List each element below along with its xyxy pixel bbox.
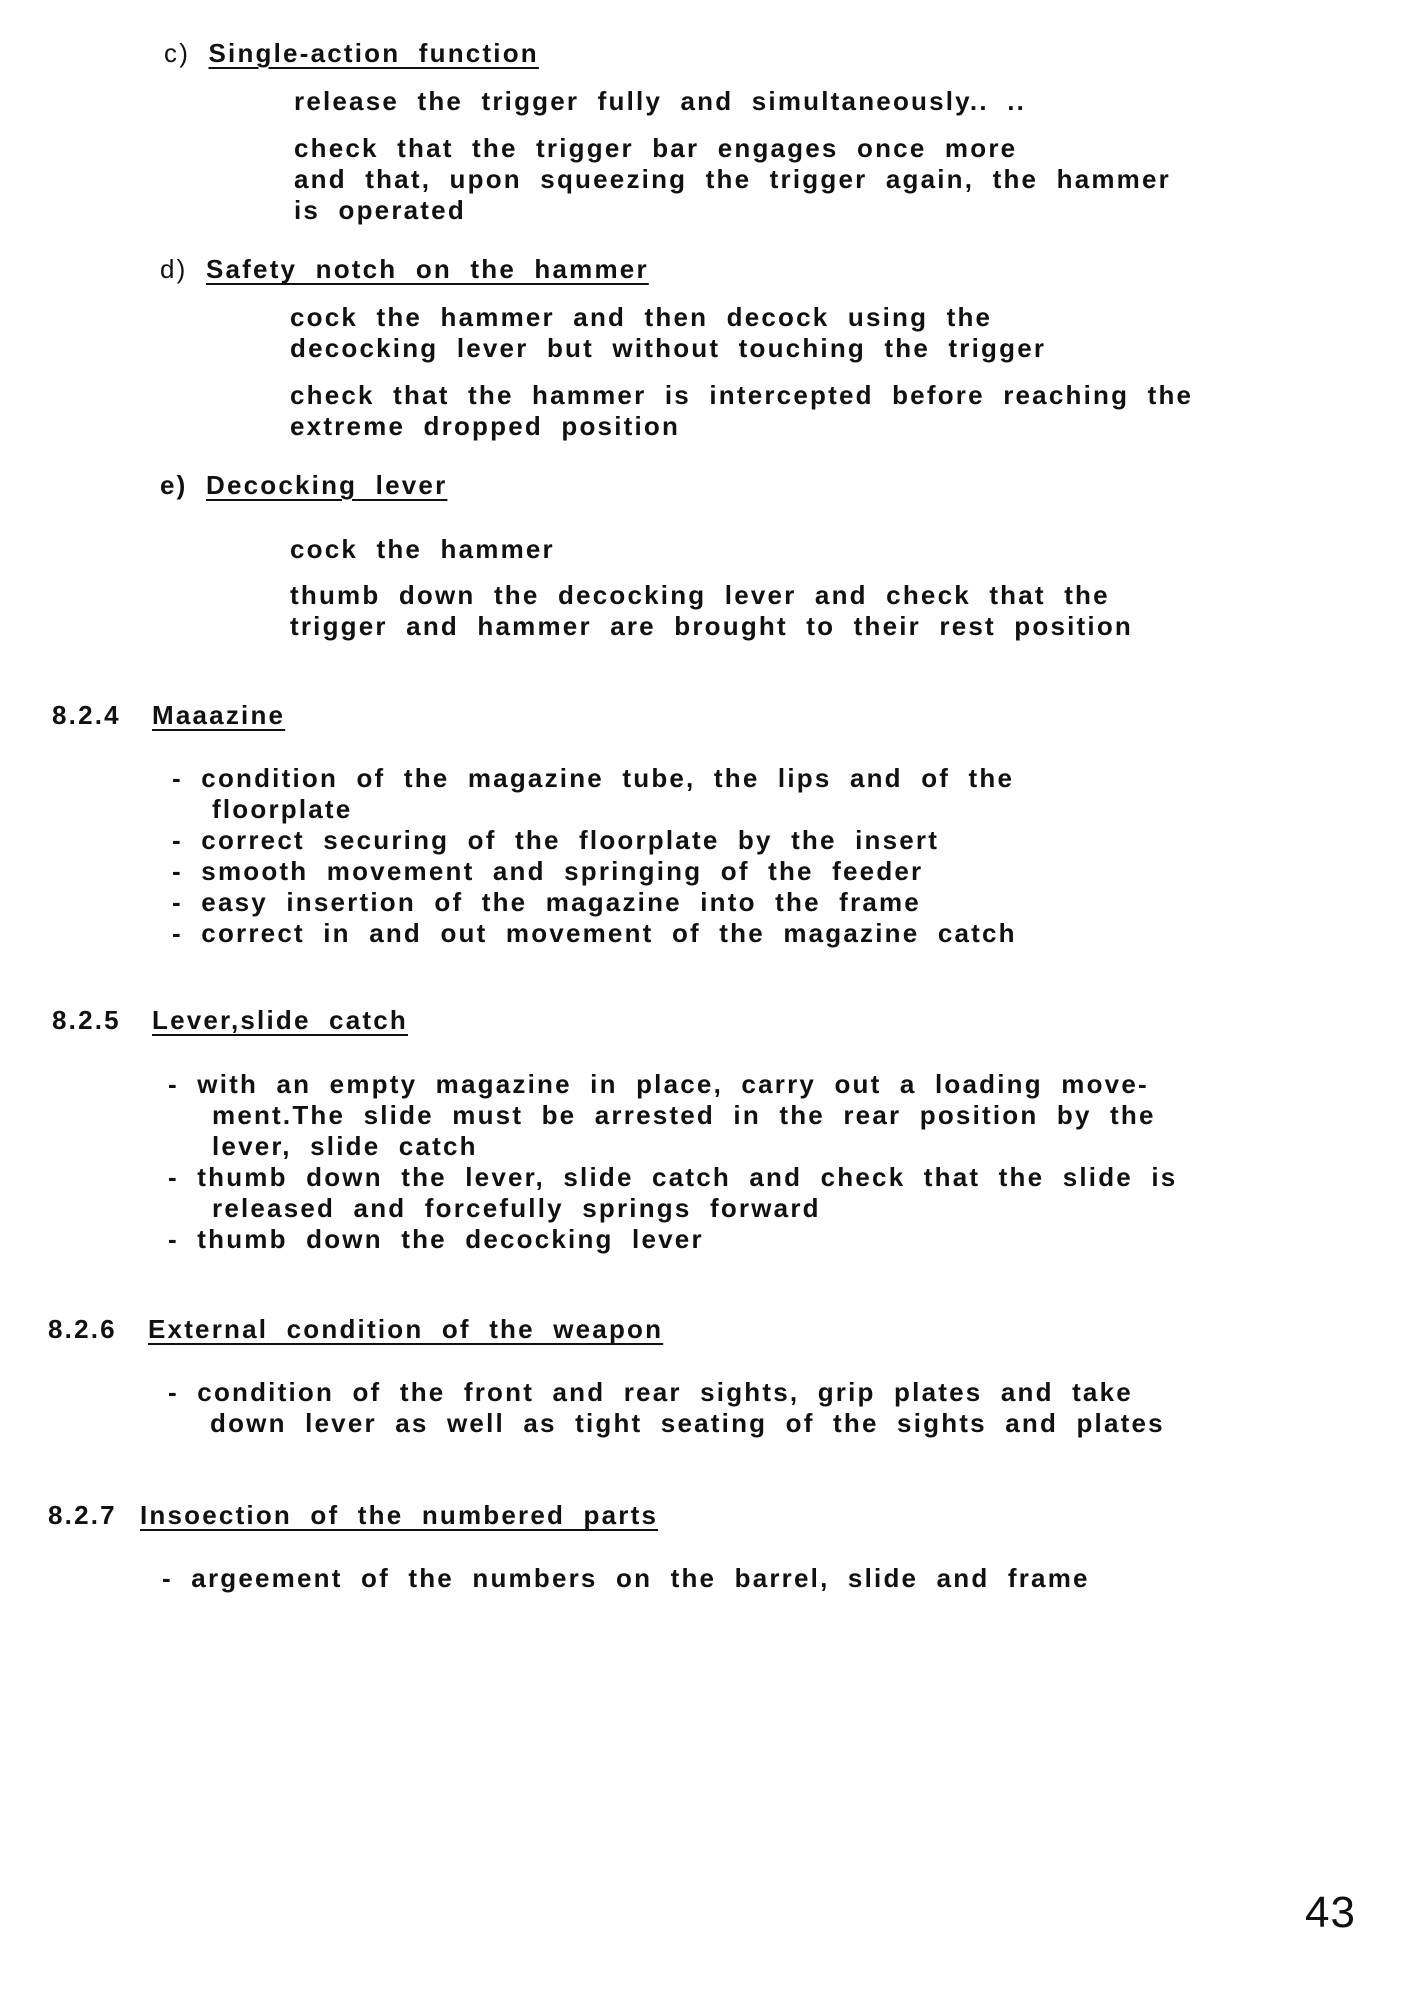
section-d-label: d)	[160, 254, 188, 284]
section-827-item-1: - argeement of the numbers on the barrel, slide and frame	[162, 1563, 1090, 1593]
section-c-heading	[164, 38, 539, 69]
section-d-title: Safety notch on the hammer	[205, 254, 649, 284]
section-826-item-1: - condition of the front and rear sights, grip plates and take	[168, 1377, 1133, 1407]
section-825-number: 8.2.5	[52, 1005, 121, 1035]
section-824-item-5: - correct in and out movement of the magazine catch	[172, 918, 1017, 948]
section-d-line-2: decocking lever but without touching the trigger	[290, 333, 1047, 363]
section-c-label: c)	[164, 38, 191, 68]
section-c-line-2: check that the trigger bar engages once more	[294, 133, 1018, 163]
section-826-heading	[48, 1314, 663, 1345]
section-c-title: Single-action function	[208, 38, 539, 68]
section-824-number: 8.2.4	[52, 700, 121, 730]
section-d-line-4: extreme dropped position	[290, 411, 681, 441]
section-825-heading	[52, 1005, 408, 1036]
section-825-item-2: - thumb down the lever, slide catch and check that the slide is	[168, 1162, 1178, 1192]
section-824-title: Maaazine	[152, 700, 286, 730]
section-e-label: e)	[160, 470, 188, 500]
section-826-number: 8.2.6	[48, 1314, 117, 1344]
section-824-item-4: - easy insertion of the magazine into the frame	[172, 887, 921, 917]
section-d-line-3: check that the hammer is intercepted before reaching the	[290, 380, 1194, 410]
section-825-item-2-cont: released and forcefully springs forward	[212, 1193, 821, 1223]
section-825-item-1-cont-2: lever, slide catch	[212, 1131, 478, 1161]
section-826-item-1-cont: down lever as well as tight seating of the sights and plates	[210, 1408, 1165, 1438]
section-c-line-1: release the trigger fully and simultaneously.. ..	[294, 86, 1027, 116]
section-e-line-3: trigger and hammer are brought to their rest position	[290, 611, 1134, 641]
section-824-item-1-cont: floorplate	[212, 794, 353, 824]
section-d-line-1: cock the hammer and then decock using the	[290, 302, 993, 332]
section-e-line-2: thumb down the decocking lever and check that the	[290, 580, 1110, 610]
section-825-title: Lever,slide catch	[152, 1005, 408, 1035]
section-827-number: 8.2.7	[48, 1500, 117, 1530]
section-d-heading	[160, 254, 649, 285]
section-827-title: Insoection of the numbered parts	[140, 1500, 659, 1530]
section-c-line-3: and that, upon squeezing the trigger again, the hammer	[294, 164, 1171, 194]
section-826-title: External condition of the weapon	[148, 1314, 664, 1344]
section-e-heading	[160, 470, 447, 501]
section-824-item-1: - condition of the magazine tube, the lips and of the	[172, 763, 1015, 793]
section-824-item-3: - smooth movement and springing of the feeder	[172, 856, 924, 886]
section-825-item-1: - with an empty magazine in place, carry out a loading move-	[168, 1069, 1149, 1099]
section-827-heading	[48, 1500, 658, 1531]
section-824-item-2: - correct securing of the floorplate by the insert	[172, 825, 940, 855]
section-825-item-3: - thumb down the decocking lever	[168, 1224, 704, 1254]
section-e-line-1: cock the hammer	[290, 534, 555, 564]
page-number: 43	[1305, 1888, 1356, 1937]
section-825-item-1-cont-1: ment.The slide must be arrested in the rear position by the	[212, 1100, 1156, 1130]
section-c-line-4: is operated	[294, 195, 466, 225]
section-824-heading	[52, 700, 285, 731]
section-e-title: Decocking lever	[205, 470, 448, 500]
